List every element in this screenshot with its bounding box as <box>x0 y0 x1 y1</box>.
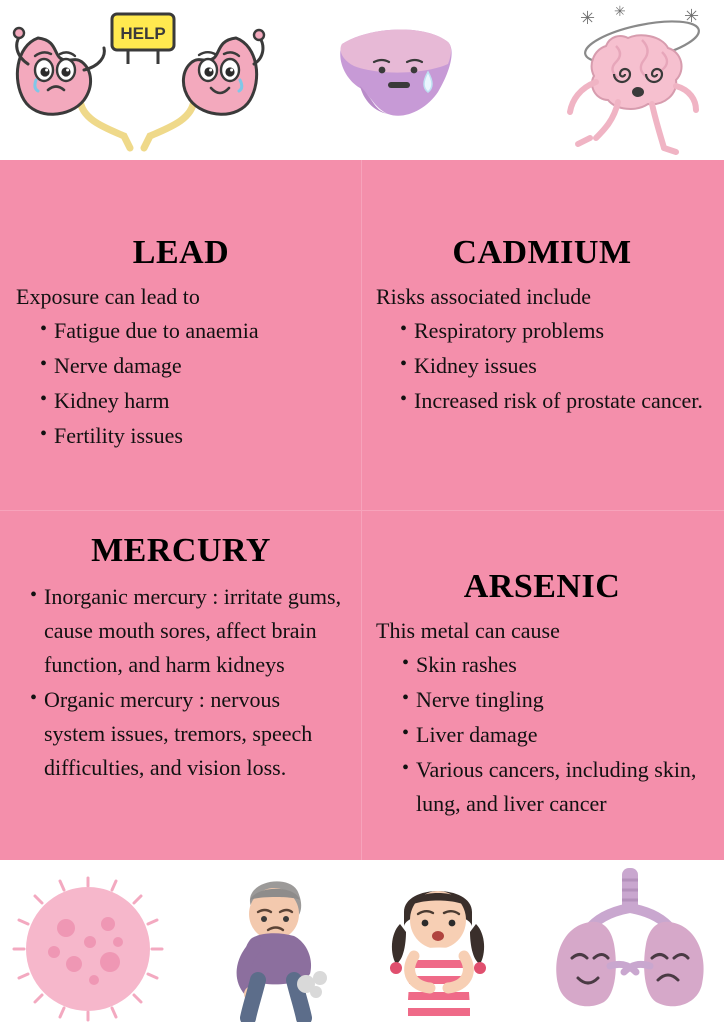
help-sign-label: HELP <box>120 24 166 43</box>
girl-with-stomach-ache-illustration-icon <box>378 868 502 1020</box>
metal-card-mercury <box>0 510 362 860</box>
list-item: • Nerve damage <box>40 349 346 383</box>
metal-points-arsenic <box>376 648 708 821</box>
list-item: • Kidney harm <box>40 384 346 418</box>
svg-text:✳: ✳ <box>580 8 596 28</box>
list-item: • Nerve tingling <box>402 683 708 717</box>
metal-points-lead <box>16 314 346 453</box>
list-item: • Liver damage <box>402 718 708 752</box>
list-item: • Skin rashes <box>402 648 708 682</box>
metal-title-arsenic: ARSENIC <box>463 568 621 605</box>
list-item: • Various cancers, including skin, lung, and liver cancer <box>402 753 708 821</box>
list-item: • Organic mercury : nervous system issues, tremors, speech difficulties, and vision loss. <box>30 683 346 785</box>
metal-title-mercury: MERCURY <box>91 532 271 569</box>
list-item: • Respiratory problems <box>400 314 708 348</box>
list-item: • Fertility issues <box>40 419 346 453</box>
list-item: • Kidney issues <box>400 349 708 383</box>
kidneys-with-help-sign-icon <box>8 8 268 153</box>
bottom-illustration-band <box>0 860 724 1024</box>
sad-lungs-character-illustration-icon <box>538 862 718 1020</box>
metal-points-mercury <box>16 580 346 786</box>
metal-points-cadmium <box>376 314 708 418</box>
virus-cell-illustration-icon <box>4 876 174 1024</box>
metal-card-arsenic <box>362 510 724 860</box>
list-item: • Fatigue due to anaemia <box>40 314 346 348</box>
metal-intro-arsenic: This metal can cause <box>376 618 560 643</box>
metal-intro-cadmium: Risks associated include <box>376 284 592 309</box>
dizzy-brain-character-icon <box>556 2 716 160</box>
metal-title-cadmium: CADMIUM <box>452 234 632 271</box>
metal-card-lead <box>0 160 362 510</box>
sad-liver-character-icon <box>330 16 460 136</box>
metal-intro-lead: Exposure can lead to <box>16 284 200 309</box>
list-item: • Inorganic mercury : irritate gums, cause mouth sores, affect brain function, and harm kidneys <box>30 580 346 682</box>
svg-text:✳: ✳ <box>684 6 700 26</box>
grid-horizontal-divider <box>0 510 724 511</box>
top-illustration-band <box>0 0 724 160</box>
svg-text:✳: ✳ <box>614 3 626 19</box>
metal-title-lead: LEAD <box>132 234 230 271</box>
elderly-man-with-knee-pain-illustration-icon <box>214 866 344 1022</box>
metal-card-cadmium <box>362 160 724 510</box>
list-item: • Increased risk of prostate cancer. <box>400 384 708 418</box>
